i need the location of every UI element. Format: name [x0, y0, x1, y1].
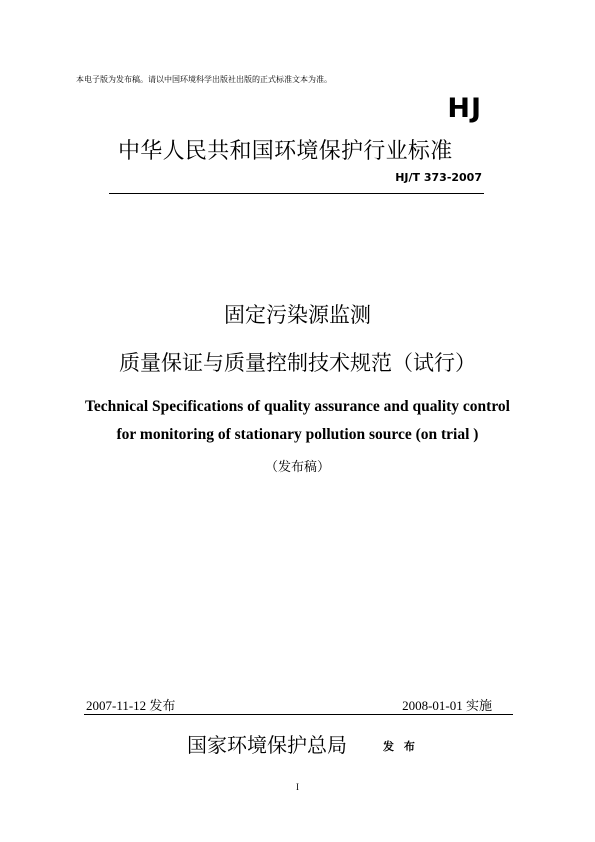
draft-note: （发布稿）: [264, 460, 330, 475]
footer-divider: [84, 714, 513, 715]
title-en-line1: Technical Specifications of quality assurance and quality control: [84, 398, 510, 415]
standard-number: HJ/T 373-2007: [395, 171, 482, 184]
title-cn-line2: 质量保证与质量控制技术规范（试行）: [119, 351, 476, 375]
title-cn-line1: 固定污染源监测: [224, 303, 371, 327]
page-number: I: [296, 782, 299, 792]
hj-logo: HJ: [447, 93, 482, 124]
implementation-date: 2008-01-01 实施: [402, 698, 492, 713]
issue-label: 发 布: [383, 740, 418, 753]
publication-notice: 本电子版为发布稿。请以中国环境科学出版社出版的正式标准文本为准。: [76, 75, 332, 84]
standard-title: 中华人民共和国环境保护行业标准: [118, 139, 453, 164]
header-divider: [109, 193, 484, 194]
issuing-authority: 国家环境保护总局: [187, 733, 347, 757]
title-en-line2: for monitoring of stationary pollution source (on trial ): [116, 426, 479, 443]
issue-date: 2007-11-12 发布: [86, 698, 176, 713]
